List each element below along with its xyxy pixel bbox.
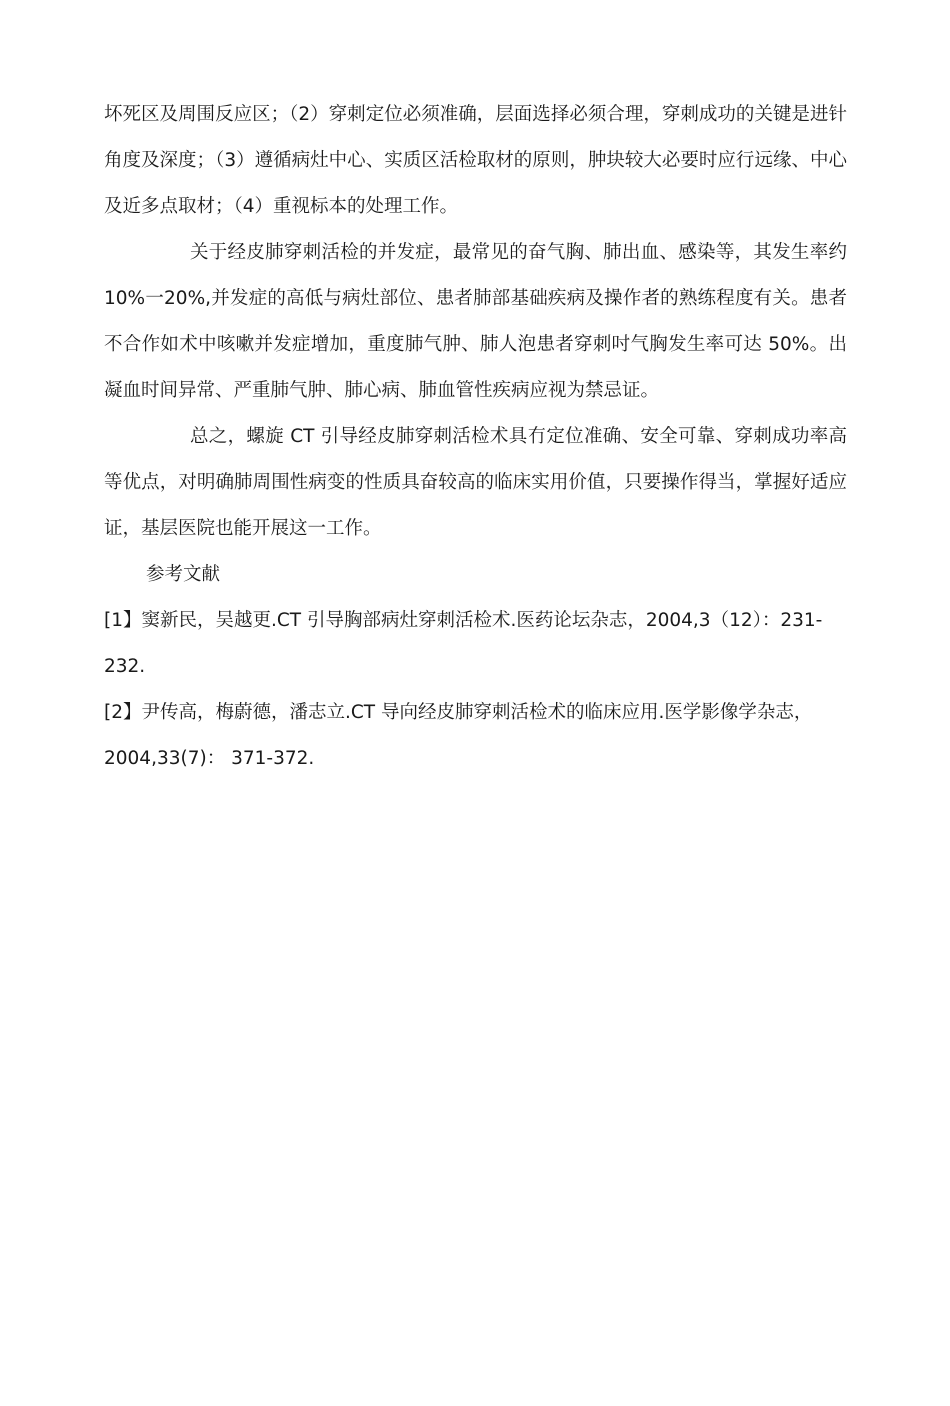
paragraph-complications: 关于经皮肺穿刺活检的并发症，最常见的奋气胸、肺出血、感染等，其发生率约 10%一20%,并发症的高低与病灶部位、患者肺部基础疾病及操作者的熟练程度有关。患者不合作如术中咳嗽并发症增加，重度肺气肿、肺人泡患者穿刺吋气胸发生率可达 50%。出凝血时间异常、严重肺气肿、肺心病、肺血管性疾病应视为禁忌证。	[104, 242, 847, 401]
paragraph-conclusion: 总之，螺旋 CT 引导经皮肺穿刺活检术具冇定位准确、安全可靠、穿刺成功率高等优点，对明确肺周围性病变的性质具奋较高的临床实用价值，只要操作得当，掌握好适应证，基层医院也能开展这一工作。	[104, 426, 847, 539]
references-heading: 参考文献	[146, 564, 221, 585]
paragraph-continuation: 坏死区及周围反应区；（2）穿刺定位必须准确，层面选择必须合理，穿刺成功的关键是进针角度及深度；（3）遵循病灶中心、实质区活检取材的原则，肿块较大必要时应行远缘、中心及近多点取材；（4）重视标本的处理工作。	[104, 104, 847, 217]
reference-item-2: [2】尹传高，梅蔚德，潘志立.CT 导向经皮肺穿刺活检术的临床应用.医学影像学杂志，2004,33(7)： 371-372.	[104, 702, 813, 769]
reference-item-1: [1】窦新民，吴越更.CT 引导胸部病灶穿刺活检术.医药论坛杂志，2004,3（12）：231-232.	[104, 610, 823, 677]
document-body	[104, 92, 847, 782]
